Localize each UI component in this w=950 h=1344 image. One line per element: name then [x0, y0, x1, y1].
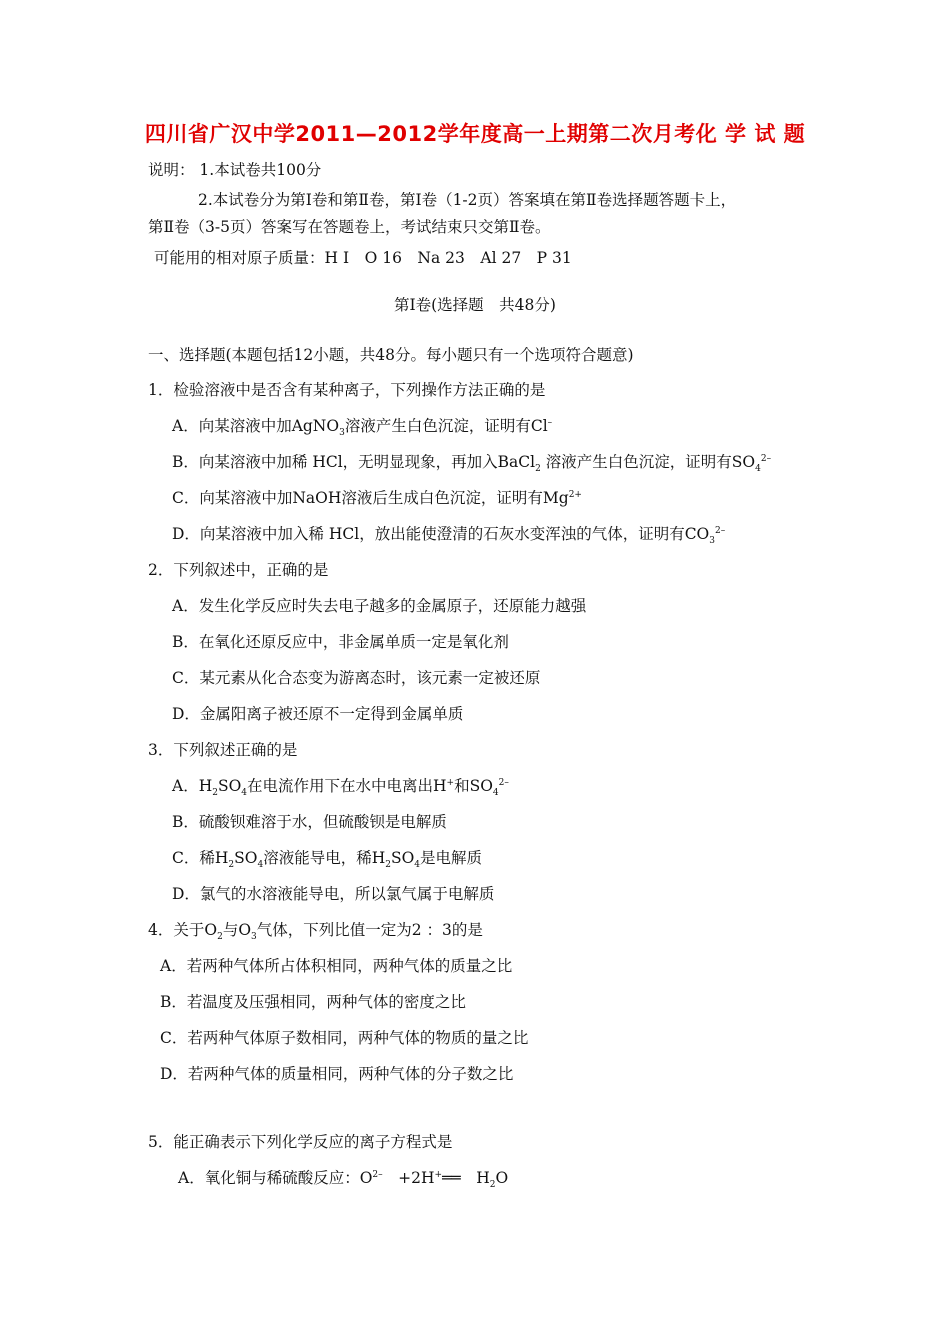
- exam-title: 四川省广汉中学2011—2012学年度高一上期第二次月考化 学 试 题: [144, 122, 806, 146]
- atomic-masses: 可能用的相对原子质量：H I O 16 Na 23 Al 27 P 31: [154, 249, 572, 267]
- q4-option-d: D．若两种气体的质量相同，两种气体的分子数之比: [160, 1065, 514, 1083]
- q4-option-a: A．若两种气体所占体积相同，两种气体的质量之比: [160, 957, 513, 975]
- q1-stem: 1．检验溶液中是否含有某种离子，下列操作方法正确的是: [148, 381, 546, 399]
- q3-option-b: B．硫酸钡难溶于水，但硫酸钡是电解质: [172, 813, 447, 831]
- q3-option-d: D．氯气的水溶液能导电，所以氯气属于电解质: [172, 885, 495, 903]
- q1-option-b: B．向某溶液中加稀 HCl，无明显现象，再加入BaCl$_2$ 溶液产生白色沉淀，证明有$SO_4^{2-}$: [172, 453, 772, 475]
- q4-stem: 4．关于$O_2$与$O_3$气体，下列比值一定为2 ：3的是: [148, 921, 483, 943]
- intro-line-2: 2.本试卷分为第Ⅰ卷和第Ⅱ卷，第Ⅰ卷（1-2页）答案填在第Ⅱ卷选择题答题卡上，: [198, 191, 737, 209]
- q4-option-b: B．若温度及压强相同，两种气体的密度之比: [160, 993, 466, 1011]
- q1-option-a: A．向某溶液中加AgNO$_3$溶液产生白色沉淀，证明有Cl–: [172, 417, 553, 439]
- q2-option-b: B．在氧化还原反应中，非金属单质一定是氧化剂: [172, 633, 509, 651]
- q4-option-c: C．若两种气体原子数相同，两种气体的物质的量之比: [160, 1029, 529, 1047]
- q3-stem: 3．下列叙述正确的是: [148, 741, 298, 759]
- q5-stem: 5．能正确表示下列化学反应的离子方程式是: [148, 1133, 453, 1151]
- q1-option-c: C．向某溶液中加NaOH溶液后生成白色沉淀，证明有$Mg^{2+}$: [172, 489, 582, 507]
- intro-line-1: 说明： 1.本试卷共100分: [148, 161, 322, 179]
- q1-option-d: D．向某溶液中加入稀 HCl，放出能使澄清的石灰水变浑浊的气体，证明有$CO_3^{2-}$: [172, 525, 726, 547]
- section-1-heading: 一、选择题(本题包括12小题，共48分。每小题只有一个选项符合题意): [148, 346, 634, 364]
- q2-option-a: A．发生化学反应时失去电子越多的金属原子，还原能力越强: [172, 597, 587, 615]
- q2-option-c: C．某元素从化合态变为游离态时，该元素一定被还原: [172, 669, 541, 687]
- q2-option-d: D．金属阳离子被还原不一定得到金属单质: [172, 705, 464, 723]
- part1-heading: 第Ⅰ卷(选择题 共48分): [394, 296, 556, 314]
- q5-option-a: A．氧化铜与稀硫酸反应：$O^{2-}$ +2H+══ $H_2O$: [178, 1169, 509, 1191]
- q2-stem: 2．下列叙述中，正确的是: [148, 561, 329, 579]
- q3-option-a: A．$H_2SO_4$在电流作用下在水中电离出H+和$SO_4^{2-}$: [172, 777, 509, 799]
- q3-option-c: C．稀$H_2SO_4$溶液能导电，稀$H_2SO_4$是电解质: [172, 849, 483, 871]
- intro-line-3: 第Ⅱ卷（3-5页）答案写在答题卷上，考试结束只交第Ⅱ卷。: [148, 218, 551, 236]
